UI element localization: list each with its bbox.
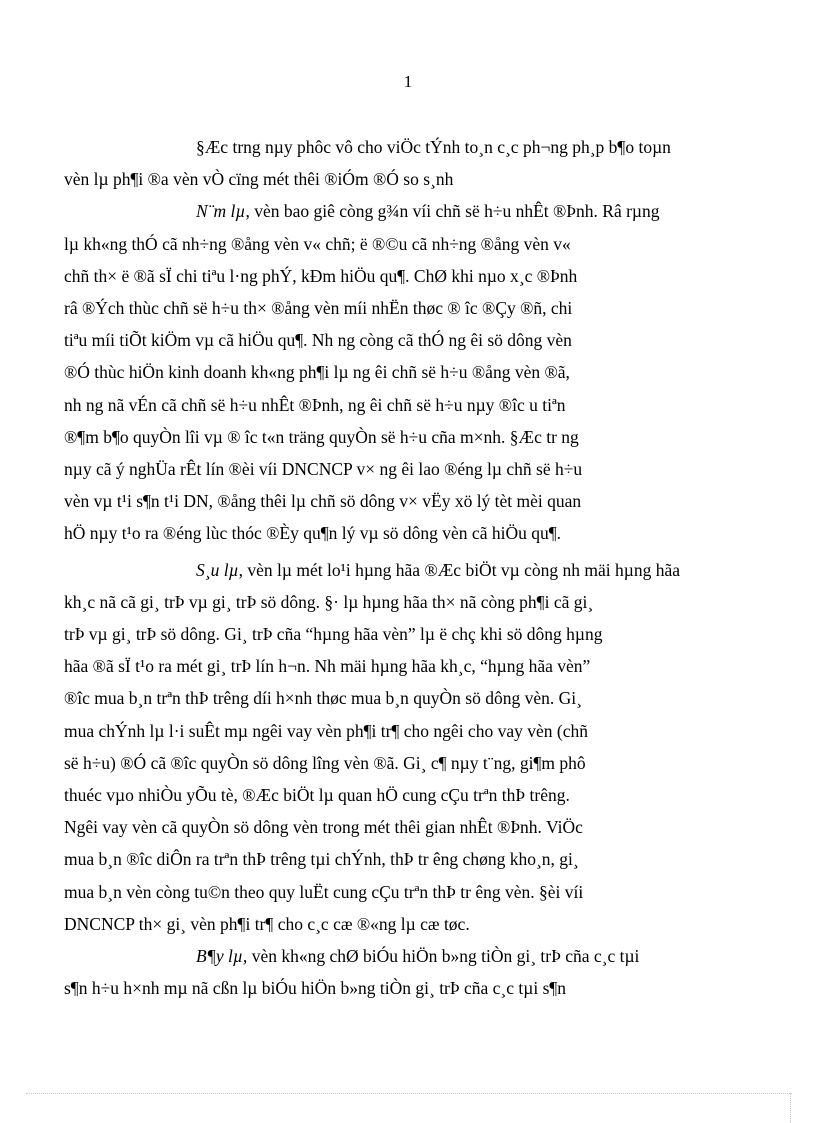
text-line: tiªu míi tiÕt kiÖm vµ cã hiÖu qu¶. Nh ng còng cã thÓ ng êi sö dông vèn bbox=[64, 330, 572, 351]
paragraph-lead: S¸u lµ bbox=[196, 559, 239, 580]
text-line: râ ®Ých thùc chñ së h÷u th× ®ång vèn míi nhËn thøc ® îc ®Çy ®ñ, chi bbox=[64, 298, 573, 319]
text-line: DNCNCP th× gi¸ vèn ph¶i tr¶ cho c¸c cæ ®«ng lµ cæ tøc. bbox=[64, 913, 470, 934]
paragraph bbox=[64, 195, 741, 549]
text-line: nµy cã ý nghÜa rÊt lín ®èi víi DNCNCP v× ng êi lao ®éng lµ chñ së h÷u bbox=[64, 459, 583, 480]
text-line: mua b¸n ®îc diÔn ra trªn thÞ trêng tµi chÝnh, thÞ tr êng chøng kho¸n, gi¸ bbox=[64, 849, 579, 870]
text-line: mua b¸n vèn còng tu©n theo quy luËt cung cÇu trªn thÞ tr êng vèn. §èi víi bbox=[64, 881, 584, 902]
page-number: 1 bbox=[403, 72, 413, 91]
text-line: vèn lµ ph¶i ®a vèn vÒ cïng mét thêi ®iÓm ®Ó so s¸nh bbox=[64, 169, 454, 190]
text-line: trÞ vµ gi¸ trÞ sö dông. Gi¸ trÞ cña “hµng hãa vèn” lµ ë chç khi sö dông hµng bbox=[64, 624, 603, 645]
text-line: vèn vµ t¹i s¶n t¹i DN, ®ång thêi lµ chñ sö dông v× vËy xö lý tèt mèi quan bbox=[64, 491, 582, 512]
text-line: Ngêi vay vèn cã quyÒn sö dông vèn trong mét thêi gian nhÊt ®Þnh. ViÖc bbox=[64, 817, 583, 838]
text-line: §Æc trng nµy phôc vô cho viÖc tÝnh to¸n c¸c ph¬ng ph¸p b¶o toµn bbox=[196, 137, 671, 157]
text-line: S¸u lµ, vèn lµ mét lo¹i hµng hãa ®Æc biÖt vµ còng nh mäi hµng hãa bbox=[196, 559, 681, 580]
text-line: së h÷u) ®Ó cã ®îc quyÒn sö dông lîng vèn ®ã. Gi¸ c¶ nµy t¨ng, gi¶m phô bbox=[64, 752, 586, 773]
text-line: s¶n h÷u h×nh mµ nã cßn lµ biÓu hiÖn b»ng tiÒn gi¸ trÞ cña c¸c tµi s¶n bbox=[64, 978, 567, 999]
text-line: mua chÝnh lµ l·i suÊt mµ ngêi vay vèn ph¶i tr¶ cho ngêi cho vay vèn (chñ bbox=[64, 720, 588, 741]
text-line: chñ th× ë ®ã sÏ chi tiªu l·ng phÝ, kÐm hiÖu qu¶. ChØ khi nµo x¸c ®Þnh bbox=[64, 265, 578, 286]
text-line: kh¸c nã cã gi¸ trÞ vµ gi¸ trÞ sö dông. §· lµ hµng hãa th× nã còng ph¶i cã gi¸ bbox=[64, 591, 594, 612]
text-line: B¶y lµ, vèn kh«ng chØ biÓu hiÖn b»ng tiÒn gi¸ trÞ cña c¸c tµi bbox=[196, 946, 640, 967]
body-text bbox=[64, 131, 741, 1004]
text-line: lµ kh«ng thÓ cã nh÷ng ®ång vèn v« chñ; ë ®©u cã nh÷ng ®ång vèn v« bbox=[64, 233, 571, 254]
page-corner-rule bbox=[790, 1093, 791, 1123]
paragraph bbox=[64, 940, 741, 1004]
text-line: hÖ nµy t¹o ra ®éng lùc thóc ®Èy qu¶n lý vµ sö dông vèn cã hiÖu qu¶. bbox=[64, 523, 562, 544]
text-line: hãa ®ã sÏ t¹o ra mét gi¸ trÞ lín h¬n. Nh mäi hµng hãa kh¸c, “hµng hãa vèn” bbox=[64, 656, 591, 677]
text-line: N¨m lµ, vèn bao giê còng g¾n víi chñ së h÷u nhÊt ®Þnh. Râ rµng bbox=[196, 201, 660, 222]
page-bottom-rule bbox=[26, 1093, 792, 1094]
text-line: nh ng nã vÉn cã chñ së h÷u nhÊt ®Þnh, ng êi chñ së h÷u nµy ®îc u tiªn bbox=[64, 394, 566, 415]
paragraph bbox=[64, 131, 741, 195]
text-line: ®îc mua b¸n trªn thÞ trêng díi h×nh thøc mua b¸n quyÒn sö dông vèn. Gi¸ bbox=[64, 688, 582, 709]
text-line: ®Ó thùc hiÖn kinh doanh kh«ng ph¶i lµ ng êi chñ së h÷u ®ång vèn ®ã, bbox=[64, 362, 570, 383]
text-line: ®¶m b¶o quyÒn lîi vµ ® îc t«n träng quyÒn së h÷u cña m×nh. §Æc tr ng bbox=[64, 426, 579, 447]
paragraph bbox=[64, 554, 741, 940]
paragraph-lead: B¶y lµ, bbox=[196, 946, 248, 967]
paragraph-lead: N¨m lµ bbox=[196, 201, 246, 222]
text-line: thuéc vµo nhiÒu yÕu tè, ®Æc biÖt lµ quan hÖ cung cÇu trªn thÞ trêng. bbox=[64, 785, 570, 806]
